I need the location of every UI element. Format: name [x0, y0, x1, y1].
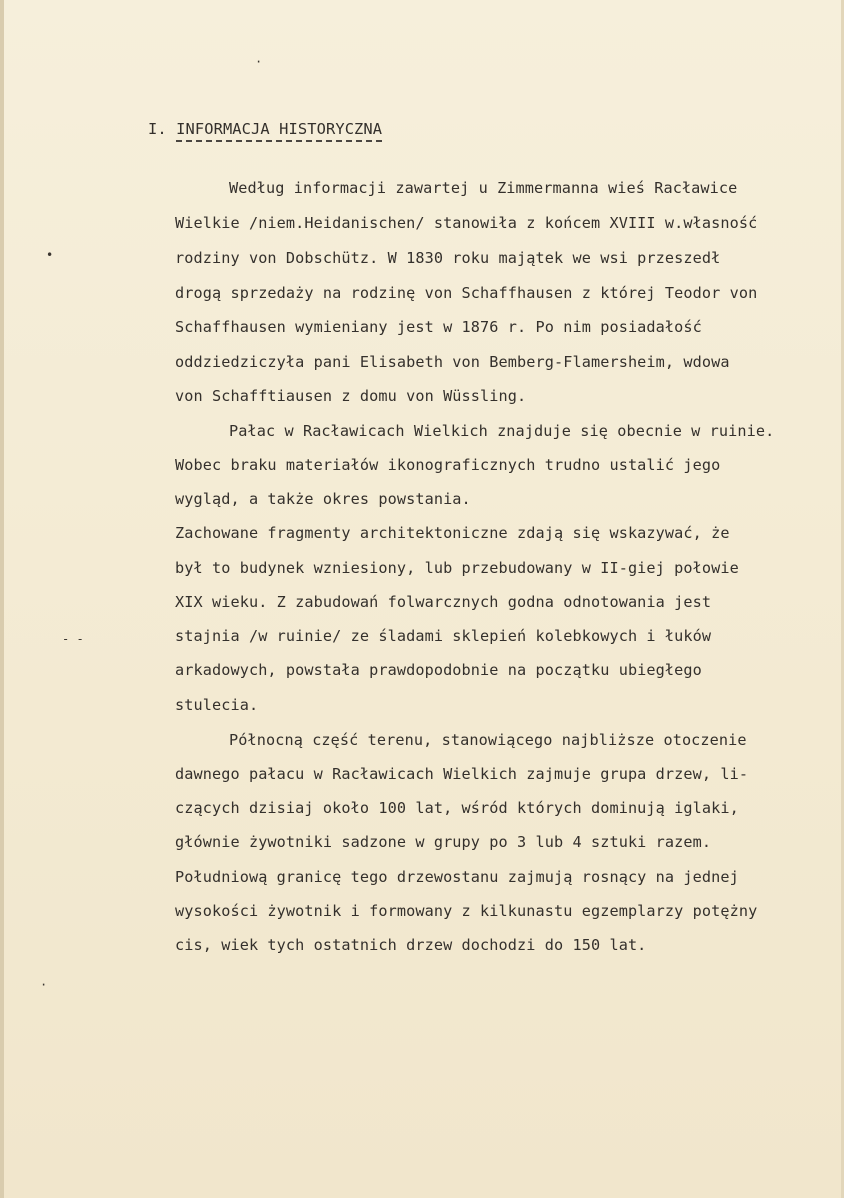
text-line: XIX wieku. Z zabudowań folwarcznych godna odnotowania jest [175, 593, 712, 611]
text-line: dawnego pałacu w Racławicach Wielkich zajmuje grupa drzew, li- [175, 765, 749, 783]
ink-dot: · [40, 978, 48, 992]
text-line: rodziny von Dobschütz. W 1830 roku majątek we wsi przeszedł [175, 249, 721, 267]
text-line: Zachowane fragmenty architektoniczne zdają się wskazywać, że [175, 524, 730, 542]
text-line: Południową granicę tego drzewostanu zajmują rosnący na jednej [175, 868, 739, 886]
text-line: stulecia. [175, 696, 259, 714]
page-left-edge [0, 0, 4, 1198]
text-line: Schaffhausen wymieniany jest w 1876 r. Po nim posiadałość [175, 318, 702, 336]
section-heading [148, 120, 382, 142]
text-line: głównie żywotniki sadzone w grupy po 3 lub 4 sztuki razem. [175, 833, 712, 851]
text-line: cis, wiek tych ostatnich drzew dochodzi do 150 lat. [175, 936, 647, 954]
section-title: INFORMACJA HISTORYCZNA [176, 120, 382, 142]
text-line: arkadowych, powstała prawdopodobnie na początku ubiegłego [175, 661, 702, 679]
margin-mark: • [46, 248, 54, 262]
text-line: Północną część terenu, stanowiącego najbliższe otoczenie [229, 731, 747, 749]
text-line: Pałac w Racławicach Wielkich znajduje się obecnie w ruinie. [229, 422, 775, 440]
text-line: stajnia /w ruinie/ ze śladami sklepień kolebkowych i łuków [175, 627, 712, 645]
ink-dot: · [255, 55, 263, 69]
text-line: był to budynek wzniesiony, lub przebudowany w II-giej połowie [175, 559, 739, 577]
text-line: wysokości żywotnik i formowany z kilkunastu egzemplarzy potężny [175, 902, 758, 920]
text-line: von Schafftiausen z domu von Wüssling. [175, 387, 527, 405]
text-line: Według informacji zawartej u Zimmermanna wieś Racławice [229, 179, 738, 197]
text-line: wygląd, a także okres powstania. [175, 490, 471, 508]
text-line: oddziedziczyła pani Elisabeth von Bemberg-Flamersheim, wdowa [175, 353, 730, 371]
text-line: czących dzisiaj około 100 lat, wśród których dominują iglaki, [175, 799, 739, 817]
text-line: drogą sprzedaży na rodzinę von Schaffhausen z której Teodor von [175, 284, 758, 302]
margin-mark: - - [62, 632, 84, 646]
section-number: I. [148, 120, 167, 138]
text-line: Wobec braku materiałów ikonograficznych trudno ustalić jego [175, 456, 721, 474]
text-line: Wielkie /niem.Heidanischen/ stanowiła z końcem XVIII w.własność [175, 214, 758, 232]
